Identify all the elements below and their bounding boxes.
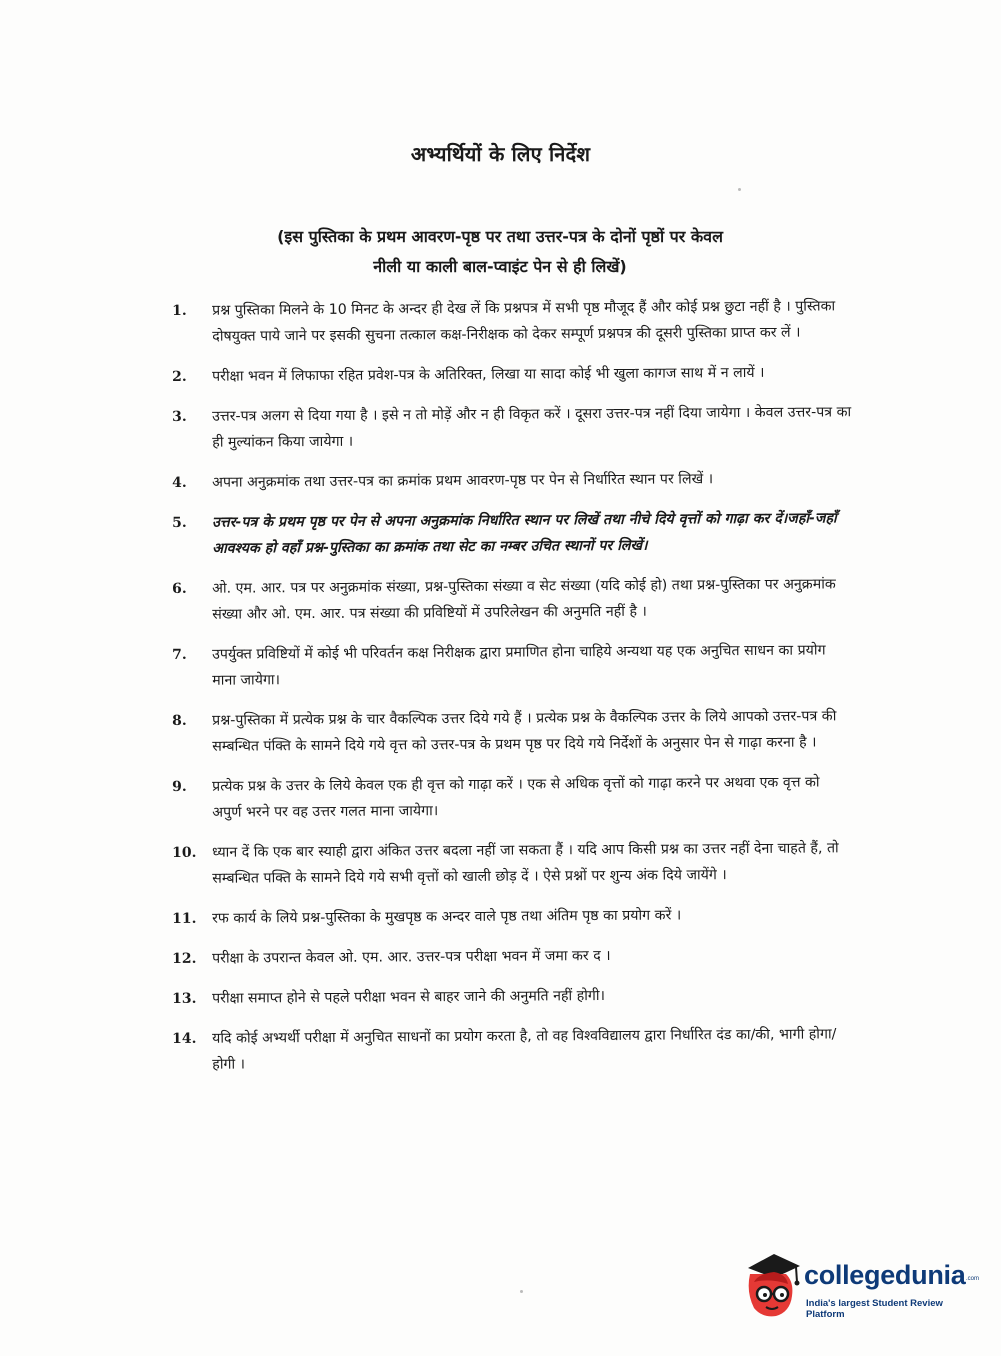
item-number: 3. xyxy=(172,408,187,425)
logo-tagline: India's largest Student Review Platform xyxy=(806,1298,943,1320)
item-text: प्रश्न-पुस्तिका में प्रत्येक प्रश्न के चार वैकल्पिक उत्तर दिये गये हैं । प्रत्येक प्रश्न के वैकल्पिक उत्तर के लिये आपको उत्तर-पत्र की सम्बन्धित पंक्ति के सामने दिये गये वृत्त को उत्तर-पत्र के प्रथम पृष्ठ पर दिये गये निर्देशों के अनुसार पेन से गाढ़ा करना है । xyxy=(212,708,837,755)
collegedunia-logo[interactable] xyxy=(740,1252,980,1324)
item-number: 5. xyxy=(172,514,187,531)
item-text: उपर्युक्त प्रविष्टियों में कोई भी परिवर्तन कक्ष निरीक्षक द्वारा प्रमाणित होना चाहिये अन्यथा यह एक अनुचित साधन का प्रयोग माना जायेगा। xyxy=(212,642,826,689)
item-text: उत्तर-पत्र अलग से दिया गया है । इसे न तो मोड़ें और न ही विकृत करें । दूसरा उत्तर-पत्र नहीं दिया जायेगा । केवल उत्तर-पत्र का ही मुल्यांकन किया जायेगा । xyxy=(212,404,852,451)
item-text: रफ कार्य के लिये प्रश्न-पुस्तिका के मुखपृष्ठ क अन्दर वाले पृष्ठ तथा अंतिम पृष्ठ का प्रयोग करें । xyxy=(212,907,682,927)
item-number: 12. xyxy=(172,950,197,967)
item-number: 13. xyxy=(172,990,197,1007)
instruction-item xyxy=(172,293,852,350)
item-number: 6. xyxy=(172,580,187,597)
instruction-item xyxy=(172,637,852,694)
subtitle xyxy=(200,222,800,282)
item-number: 14. xyxy=(172,1030,197,1047)
scan-speck xyxy=(520,1290,523,1293)
item-number: 4. xyxy=(172,474,187,491)
instruction-item xyxy=(172,505,852,562)
instruction-item xyxy=(172,901,852,932)
instruction-item xyxy=(172,399,852,456)
instruction-item xyxy=(172,571,852,628)
instruction-item xyxy=(172,703,852,760)
instruction-item xyxy=(172,359,852,390)
item-number: 7. xyxy=(172,646,187,663)
item-number: 11. xyxy=(172,910,197,927)
item-number: 1. xyxy=(172,302,187,319)
item-text: ध्यान दें कि एक बार स्याही द्वारा अंकित उत्तर बदला नहीं जा सकता हैं । यदि आप किसी प्रश्न का उत्तर नहीं देना चाहते हैं, तो सम्बन्धित पक्ति के सामने दिये गये सभी वृत्तों को खाली छोड़ दें । ऐसे प्रश्नों पर शुन्य अंक दिये जायेंगे । xyxy=(212,840,839,887)
item-text: ओ. एम. आर. पत्र पर अनुक्रमांक संख्या, प्रश्न-पुस्तिका संख्या व सेट संख्या (यदि कोई हो) तथा प्रश्न-पुस्तिका पर अनुक्रमांक संख्या और ओ. एम. आर. पत्र संख्या की प्रविष्टियों में उपरिलेखन की अनुमति नहीं है । xyxy=(212,576,836,623)
item-number: 8. xyxy=(172,712,187,729)
item-text: परीक्षा समाप्त होने से पहले परीक्षा भवन से बाहर जाने की अनुमति नहीं होगी। xyxy=(212,987,605,1007)
item-number: 9. xyxy=(172,778,187,795)
item-text: यदि कोई अभ्यर्थी परीक्षा में अनुचित साधनों का प्रयोग करता है, तो वह विश्वविद्यालय द्वारा निर्धारित दंड का/की, भागी होगा/होगी । xyxy=(212,1026,837,1073)
logo-domain: .com xyxy=(966,1276,980,1282)
subtitle-line-1: (इस पुस्तिका के प्रथम आवरण-पृष्ठ पर तथा उत्तर-पत्र के दोनों पृष्ठों पर केवल xyxy=(277,227,723,246)
page-title: अभ्यर्थियों के लिए निर्देश xyxy=(410,142,591,166)
scan-speck xyxy=(738,188,741,191)
item-text: प्रत्येक प्रश्न के उत्तर के लिये केवल एक ही वृत्त को गाढ़ा करें । एक से अधिक वृत्तों को गाढ़ा करने पर अथवा एक वृत्त को अपुर्ण भरने पर वह उत्तर गलत माना जायेगा। xyxy=(212,774,820,821)
logo-brand: collegedunia xyxy=(804,1260,966,1290)
item-text: उत्तर-पत्र के प्रथम पृष्ठ पर पेन से अपना अनुक्रमांक निर्धारित स्थान पर लिखें तथा नीचे दिये वृत्तों को गाढ़ा कर दें।जहाँ-जहाँ आवश्यक हो वहाँ प्रश्न-पुस्तिका का क्रमांक तथा सेट का नम्बर उचित स्थानों पर लिखें। xyxy=(212,510,837,557)
instruction-item xyxy=(172,835,852,892)
instruction-item xyxy=(172,1021,852,1078)
mascot-icon xyxy=(740,1252,802,1320)
instruction-item xyxy=(172,981,852,1012)
item-text: परीक्षा के उपरान्त केवल ओ. एम. आर. उत्तर-पत्र परीक्षा भवन में जमा कर द । xyxy=(212,947,611,967)
item-text: परीक्षा भवन में लिफाफा रहित प्रवेश-पत्र के अतिरिक्त, लिखा या सादा कोई भी खुला कागज साथ में न लायें । xyxy=(212,364,765,385)
instruction-item xyxy=(172,941,852,972)
item-text: प्रश्न पुस्तिका मिलने के 10 मिनट के अन्दर ही देख लें कि प्रश्नपत्र में सभी पृष्ठ मौजूद हैं और कोई प्रश्न छुटा नहीं है । पुस्तिका दोषयुक्त पाये जाने पर इसकी सुचना तत्काल कक्ष-निरीक्षक को देकर सम्पूर्ण प्रश्नपत्र की दूसरी पुस्तिका प्राप्त कर लें । xyxy=(212,298,836,345)
instruction-list xyxy=(172,298,852,1092)
item-number: 2. xyxy=(172,368,187,385)
instruction-item xyxy=(172,465,852,496)
item-number: 10. xyxy=(172,844,197,861)
subtitle-line-2: नीली या काली बाल-प्वाइंट पेन से ही लिखें) xyxy=(373,257,627,276)
item-text: अपना अनुक्रमांक तथा उत्तर-पत्र का क्रमांक प्रथम आवरण-पृष्ठ पर पेन से निर्धारित स्थान पर लिखें । xyxy=(212,471,714,491)
instruction-item xyxy=(172,769,852,826)
